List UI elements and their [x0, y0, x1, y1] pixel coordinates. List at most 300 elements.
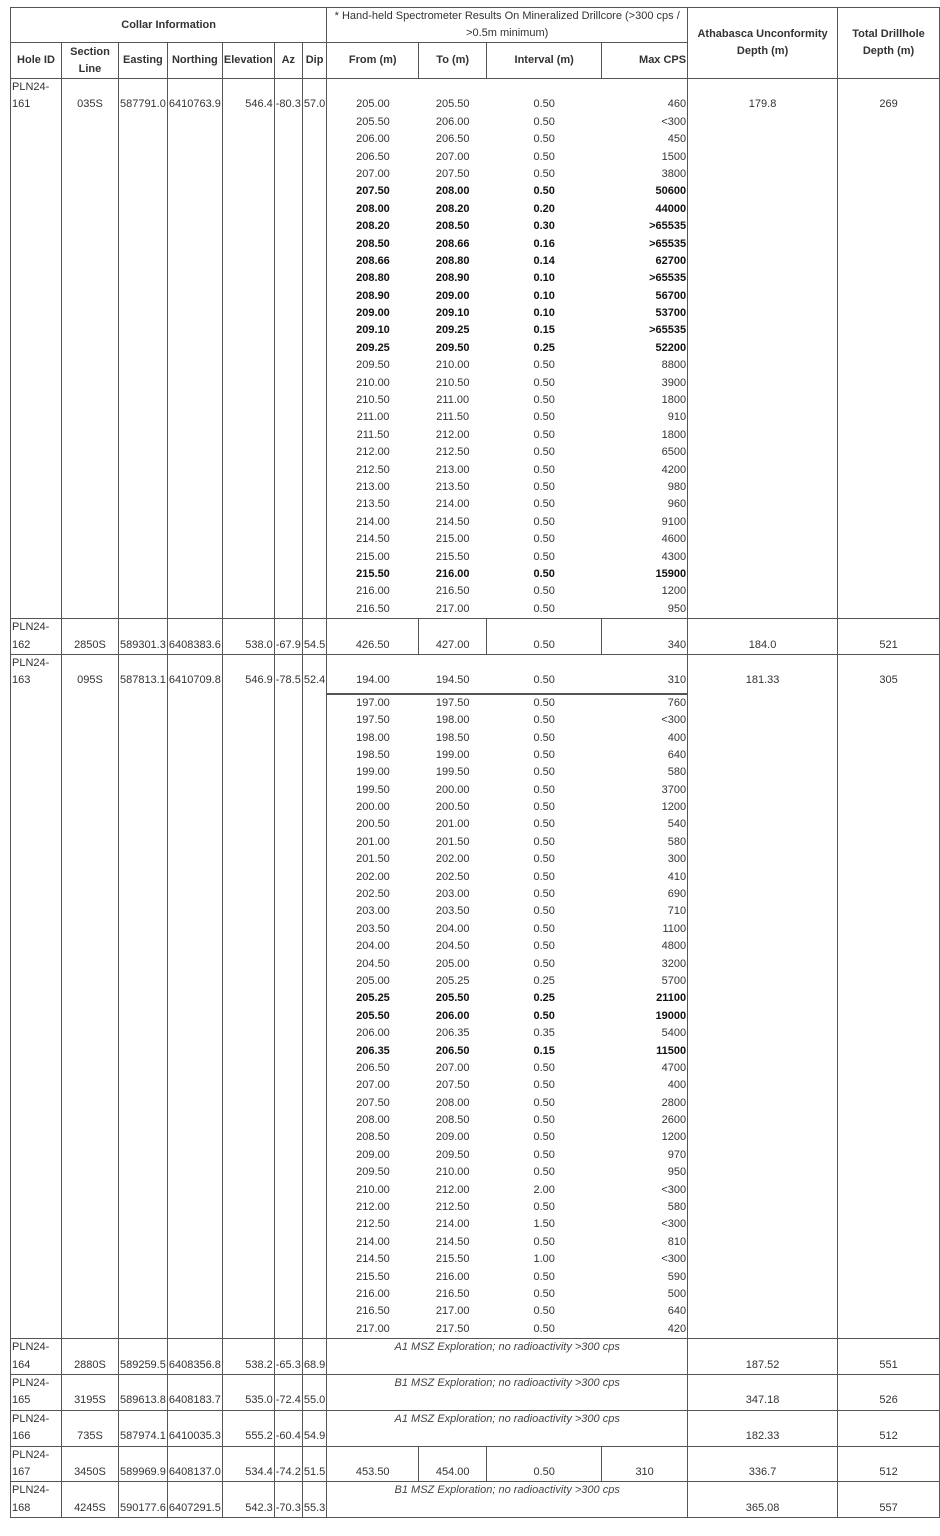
- northing-header: Northing: [167, 43, 222, 79]
- to-value: 203.00: [435, 888, 470, 901]
- unconformity-cell: 184.0: [688, 619, 838, 655]
- elevation-cell: 535.0: [222, 1374, 274, 1410]
- max-cps-value: 420: [667, 1322, 687, 1335]
- to-value: 217.00: [435, 1305, 470, 1318]
- from-value: 215.50: [356, 1270, 390, 1283]
- interval-value: 0.14: [533, 254, 555, 267]
- az-header: Az: [274, 43, 302, 79]
- elevation-cell: 555.2: [222, 1410, 274, 1446]
- max-cps-value: 44000: [655, 202, 687, 215]
- to-value: 208.00: [435, 185, 470, 198]
- az-cell: -65.3: [274, 1339, 302, 1375]
- from-value: 216.50: [356, 602, 390, 615]
- interval-value: 0.10: [533, 272, 555, 285]
- hole-id-prefix: PLN24-: [12, 81, 50, 93]
- total-depth-cell: 557: [838, 1482, 940, 1518]
- max-cps-value: 580: [667, 835, 687, 848]
- from-value: 215.50: [356, 567, 390, 580]
- to-value: 210.50: [435, 376, 470, 389]
- to-value: 209.50: [435, 341, 470, 354]
- hole-id-cell: [11, 1374, 62, 1410]
- section-line-header: Section Line: [61, 43, 118, 79]
- to-value: 208.66: [435, 237, 470, 250]
- from-value: 198.50: [356, 748, 390, 761]
- interval-value: 0.50: [533, 818, 555, 831]
- northing-cell: 6408183.7: [167, 1374, 222, 1410]
- to-value: 212.00: [435, 428, 470, 441]
- max-cps-value: <300: [661, 115, 687, 128]
- to-value: 205.00: [435, 957, 470, 970]
- from-value: 211.00: [356, 411, 390, 424]
- from-value: 209.10: [356, 324, 390, 337]
- to-value: 202.50: [435, 870, 470, 883]
- interval-value: 0.50: [533, 115, 555, 128]
- interval-value: 0.50: [533, 515, 555, 528]
- az-cell: -70.3: [274, 1482, 302, 1518]
- max-cps-value: 950: [667, 1166, 687, 1179]
- from-value: 205.50: [356, 115, 390, 128]
- interval-value: 0.50: [533, 1079, 555, 1092]
- total-depth-cell: 512: [838, 1410, 940, 1446]
- section-line-cell: 3195S: [61, 1374, 118, 1410]
- to-value: 206.50: [435, 133, 470, 146]
- from-value: 208.50: [356, 237, 390, 250]
- to-value: 212.00: [435, 1183, 470, 1196]
- to-value: 214.50: [435, 1235, 470, 1248]
- to-column: [419, 654, 487, 1338]
- max-cps-value: 970: [667, 1148, 687, 1161]
- max-cps-value: 300: [667, 853, 687, 866]
- from-column: [327, 79, 419, 619]
- interval-value: 0.50: [533, 602, 555, 615]
- to-value: 208.20: [435, 202, 470, 215]
- interval-value: 0.50: [533, 957, 555, 970]
- to-value: 213.00: [435, 463, 470, 476]
- max-cps-value: <300: [661, 1183, 687, 1196]
- interval-value: 0.50: [533, 766, 555, 779]
- interval-value: 0.50: [533, 1131, 555, 1144]
- easting-cell: 589301.3: [118, 619, 167, 655]
- interval-value: 0.50: [533, 731, 555, 744]
- from-column: [327, 654, 419, 1338]
- northing-cell: 6410763.9: [167, 79, 222, 619]
- to-value: 202.00: [435, 853, 470, 866]
- from-value: 212.50: [356, 1218, 390, 1231]
- interval-value: 0.50: [533, 480, 555, 493]
- max-cps-value: 1100: [662, 922, 687, 935]
- from-value: 205.00: [356, 974, 390, 987]
- from-value: 206.50: [356, 1061, 390, 1074]
- to-value: 214.50: [435, 515, 470, 528]
- table-row: [11, 654, 940, 1338]
- to-value: 198.00: [435, 714, 470, 727]
- interval-value: 0.25: [533, 992, 555, 1005]
- from-value: 205.50: [356, 1009, 390, 1022]
- max-cps-value: 810: [667, 1235, 687, 1248]
- hole-id-prefix: PLN24-: [12, 1376, 50, 1389]
- easting-cell: 589259.5: [118, 1339, 167, 1375]
- dip-cell: 57.0: [302, 79, 326, 619]
- interval-value: 0.50: [533, 428, 555, 441]
- to-value: 216.50: [435, 1288, 470, 1300]
- interval-value: 0.50: [487, 672, 602, 694]
- to-value: 211.00: [436, 394, 470, 407]
- to-column: [419, 619, 487, 655]
- from-value: 215.00: [356, 550, 390, 563]
- table-body: [11, 79, 940, 1518]
- max-cps-value: 56700: [655, 289, 687, 302]
- table-row: [11, 1482, 940, 1518]
- total-depth-cell: 526: [838, 1374, 940, 1410]
- from-value: 214.50: [356, 533, 390, 546]
- max-cps-value: 5700: [661, 974, 687, 987]
- northing-cell: 6408137.0: [167, 1446, 222, 1482]
- from-value: 199.50: [356, 783, 390, 796]
- max-cps-value: 6500: [661, 446, 687, 459]
- from-value: 194.00: [327, 672, 418, 694]
- to-value: 215.50: [435, 550, 470, 563]
- max-cps-value: 3200: [661, 957, 687, 970]
- max-cps-column: [602, 79, 688, 619]
- max-cps-value: >65535: [649, 324, 687, 337]
- interval-value: 0.50: [533, 550, 555, 563]
- to-value: 209.50: [435, 1148, 470, 1161]
- max-cps-value: 640: [667, 748, 687, 761]
- interval-value: 0.50: [533, 1096, 555, 1109]
- to-value: 207.00: [435, 150, 470, 163]
- dip-cell: 68.9: [302, 1339, 326, 1375]
- dip-header: Dip: [302, 43, 326, 79]
- easting-cell: 587974.1: [118, 1410, 167, 1446]
- az-cell: -67.9: [274, 619, 302, 655]
- interval-value: 0.50: [533, 696, 555, 709]
- max-cps-value: 50600: [655, 185, 687, 198]
- max-cps-header: Max CPS: [602, 43, 688, 79]
- to-value: 427.00: [435, 638, 470, 651]
- to-value: 207.50: [435, 1079, 470, 1092]
- to-value: 216.00: [435, 567, 470, 580]
- hole-id-cell: [11, 79, 62, 619]
- easting-cell: 587813.1: [118, 654, 167, 1338]
- to-value: 209.00: [435, 289, 470, 302]
- unconformity-cell: 182.33: [688, 1410, 838, 1446]
- max-cps-value: 5400: [661, 1027, 687, 1040]
- hole-id-number: 162: [12, 638, 31, 651]
- to-value: 210.00: [435, 1166, 470, 1179]
- from-value: 209.00: [356, 307, 390, 320]
- to-value: 207.00: [435, 1061, 470, 1074]
- max-cps-value: 540: [667, 818, 687, 831]
- hole-id-cell: [11, 654, 62, 1338]
- northing-cell: 6410035.3: [167, 1410, 222, 1446]
- easting-cell: 589969.9: [118, 1446, 167, 1482]
- elevation-cell: 538.2: [222, 1339, 274, 1375]
- to-value: 208.50: [435, 1114, 470, 1127]
- max-cps-value: >65535: [649, 272, 687, 285]
- max-cps-value: 21100: [656, 992, 687, 1005]
- interval-value: 0.20: [533, 202, 555, 215]
- max-cps-value: 15900: [655, 567, 687, 580]
- from-value: 213.50: [356, 498, 390, 511]
- to-value: 217.00: [435, 602, 470, 615]
- to-value: 199.50: [435, 766, 470, 779]
- interval-value: 0.50: [533, 394, 555, 407]
- max-cps-value: 590: [667, 1270, 687, 1283]
- to-column: [419, 79, 487, 619]
- interval-value: 0.50: [533, 150, 555, 163]
- to-value: 209.00: [435, 1131, 470, 1144]
- interval-value: 0.15: [533, 324, 555, 337]
- interval-value: 0.50: [533, 940, 555, 953]
- interval-value: 1.00: [533, 1253, 555, 1266]
- from-header: From (m): [327, 43, 419, 79]
- max-cps-value: 1800: [661, 428, 687, 441]
- max-cps-value: 4600: [661, 533, 687, 546]
- interval-value: 0.50: [533, 1235, 555, 1248]
- max-cps-cell: 310: [602, 1446, 688, 1482]
- to-value: 204.00: [435, 922, 470, 935]
- elevation-cell: 546.9: [222, 654, 274, 1338]
- from-value: 212.00: [356, 1201, 390, 1214]
- to-value: 215.00: [435, 533, 470, 546]
- to-value: 206.35: [435, 1027, 470, 1040]
- interval-value: 0.50: [533, 783, 555, 796]
- from-value: 201.00: [356, 835, 390, 848]
- max-cps-value: 500: [667, 1288, 687, 1300]
- total-depth-header: Total Drillhole Depth (m): [838, 8, 940, 79]
- max-cps-value: 450: [667, 133, 687, 146]
- interval-header: Interval (m): [487, 43, 602, 79]
- dip-cell: 54.9: [302, 1410, 326, 1446]
- unconformity-cell: 181.33: [688, 654, 838, 1338]
- to-value: 212.50: [435, 446, 470, 459]
- hole-id-prefix: PLN24-: [12, 1448, 50, 1461]
- easting-cell: 587791.0: [118, 79, 167, 619]
- interval-column: [487, 654, 602, 1338]
- max-cps-value: 11500: [656, 1044, 687, 1057]
- interval-value: 0.50: [533, 1270, 555, 1283]
- to-value: 205.50: [435, 98, 470, 111]
- interval-value: 0.50: [533, 446, 555, 459]
- max-cps-value: 2800: [661, 1096, 687, 1109]
- to-value: 204.50: [435, 940, 470, 953]
- section-line-cell: 735S: [61, 1410, 118, 1446]
- section-line-cell: 4245S: [61, 1482, 118, 1518]
- max-cps-value: 4300: [661, 550, 687, 563]
- max-cps-value: 3800: [661, 167, 687, 180]
- max-cps-value: <300: [661, 1253, 687, 1266]
- max-cps-value: 1500: [661, 150, 687, 163]
- max-cps-value: 2600: [661, 1114, 687, 1127]
- from-column: [327, 619, 419, 655]
- dip-cell: 54.5: [302, 619, 326, 655]
- to-value: 203.50: [435, 905, 470, 918]
- max-cps-value: 4800: [661, 940, 687, 953]
- to-value: 208.50: [435, 220, 470, 233]
- interval-value: 0.50: [533, 411, 555, 424]
- from-value: 216.00: [356, 585, 390, 598]
- interval-value: 0.50: [533, 185, 555, 198]
- max-cps-value: 3700: [661, 783, 687, 796]
- unconformity-cell: 187.52: [688, 1339, 838, 1375]
- elevation-cell: 538.0: [222, 619, 274, 655]
- from-value: 206.50: [356, 150, 390, 163]
- az-cell: -74.2: [274, 1446, 302, 1482]
- interval-value: 0.50: [533, 638, 555, 651]
- interval-value: 0.50: [533, 533, 555, 546]
- interval-value: 0.50: [533, 167, 555, 180]
- to-value: 208.90: [435, 272, 470, 285]
- from-value: 201.50: [356, 853, 390, 866]
- to-value: 209.10: [435, 307, 470, 320]
- interval-value: 0.50: [533, 1305, 555, 1318]
- az-cell: -80.3: [274, 79, 302, 619]
- section-line-cell: 3450S: [61, 1446, 118, 1482]
- max-cps-value: <300: [661, 714, 687, 727]
- dip-cell: 55.0: [302, 1374, 326, 1410]
- interval-value: 0.16: [533, 237, 555, 250]
- hole-id-number: 163: [12, 674, 31, 687]
- max-cps-value: 8800: [661, 359, 687, 372]
- from-value: 216.50: [356, 1305, 390, 1318]
- from-value: 208.66: [356, 254, 390, 267]
- max-cps-column: [602, 654, 688, 1338]
- interval-value: 1.50: [533, 1218, 555, 1231]
- from-value: 211.50: [356, 428, 390, 441]
- interval-value: 0.50: [533, 853, 555, 866]
- interval-value: 0.25: [533, 341, 555, 354]
- interval-value: 0.50: [533, 567, 555, 580]
- from-value: 209.25: [356, 341, 390, 354]
- dip-cell: 55.3: [302, 1482, 326, 1518]
- interval-column: [487, 79, 602, 619]
- from-value: 207.00: [356, 1079, 390, 1092]
- max-cps-value: 62700: [655, 254, 687, 267]
- from-value: 209.50: [356, 1166, 390, 1179]
- from-value: 206.35: [356, 1044, 390, 1057]
- max-cps-value: 52200: [655, 341, 687, 354]
- max-cps-value: 4200: [661, 463, 687, 476]
- unconformity-cell: 347.18: [688, 1374, 838, 1410]
- from-value: 208.90: [356, 289, 390, 302]
- from-value: 206.00: [356, 1027, 390, 1040]
- table-row: [11, 1374, 940, 1410]
- interval-value: 2.00: [533, 1183, 555, 1196]
- interval-value: 0.50: [533, 1114, 555, 1127]
- hole-id-cell: [11, 1482, 62, 1518]
- from-value: 206.00: [356, 133, 390, 146]
- max-cps-value: 1200: [661, 1131, 687, 1144]
- max-cps-value: <300: [661, 1218, 687, 1231]
- unconformity-cell: 336.7: [688, 1446, 838, 1482]
- to-value: 199.00: [435, 748, 470, 761]
- to-value: 206.00: [435, 115, 470, 128]
- to-value: 212.50: [435, 1201, 470, 1214]
- easting-cell: 589613.8: [118, 1374, 167, 1410]
- to-value: 208.80: [435, 254, 470, 267]
- unconformity-header: Athabasca Unconformity Depth (m): [688, 8, 838, 79]
- dip-cell: 51.5: [302, 1446, 326, 1482]
- from-cell: 453.50: [327, 1446, 419, 1482]
- interval-value: 0.50: [533, 359, 555, 372]
- to-value: 205.50: [435, 992, 470, 1005]
- max-cps-value: 4700: [661, 1061, 687, 1074]
- max-cps-value: 580: [667, 1201, 687, 1214]
- from-value: 199.00: [356, 766, 390, 779]
- from-value: 205.25: [356, 992, 390, 1005]
- hole-id-prefix: PLN24-: [12, 656, 50, 669]
- from-value: 214.00: [356, 515, 390, 528]
- hole-id-cell: [11, 1410, 62, 1446]
- section-line-cell: 035S: [61, 79, 118, 619]
- table-row: [11, 1446, 940, 1482]
- interval-cell: 0.50: [487, 1446, 602, 1482]
- hole-id-prefix: PLN24-: [12, 621, 50, 634]
- max-cps-value: 19000: [655, 1009, 687, 1022]
- from-value: 210.00: [356, 1183, 390, 1196]
- to-value: 201.50: [435, 835, 470, 848]
- to-value: 206.50: [435, 1044, 470, 1057]
- interval-value: 0.15: [533, 1044, 555, 1057]
- hole-id-number: 168: [12, 1501, 31, 1514]
- to-value: 198.50: [435, 731, 470, 744]
- from-value: 217.00: [356, 1322, 390, 1335]
- hole-id-number: 165: [12, 1394, 31, 1407]
- total-depth-cell: 305: [838, 654, 940, 1338]
- interval-value: 0.30: [533, 220, 555, 233]
- total-depth-cell: 512: [838, 1446, 940, 1482]
- hole-id-number: 164: [12, 1358, 31, 1371]
- max-cps-value: 640: [667, 1305, 687, 1318]
- from-value: 203.00: [356, 905, 390, 918]
- to-value: 207.50: [435, 167, 470, 180]
- interval-column: [487, 619, 602, 655]
- from-value: 214.50: [356, 1253, 390, 1266]
- from-value: 203.50: [356, 922, 390, 935]
- max-cps-value: 340: [667, 638, 687, 651]
- max-cps-value: 1800: [661, 394, 687, 407]
- hole-id-cell: [11, 619, 62, 655]
- max-cps-column: [602, 619, 688, 655]
- interval-value: 0.50: [533, 714, 555, 727]
- az-cell: -78.5: [274, 654, 302, 1338]
- from-value: 209.00: [356, 1148, 390, 1161]
- from-value: 208.00: [356, 202, 390, 215]
- from-value: 198.00: [356, 731, 390, 744]
- hole-id-cell: [11, 1446, 62, 1482]
- az-cell: -60.4: [274, 1410, 302, 1446]
- to-value: 216.00: [435, 1270, 470, 1283]
- from-value: 212.50: [356, 463, 390, 476]
- hole-id-prefix: PLN24-: [12, 1412, 50, 1425]
- interval-value: 0.50: [533, 1322, 555, 1335]
- interval-value: 0.10: [533, 307, 555, 320]
- no-radioactivity-note: A1 MSZ Exploration; no radioactivity >300 cps: [327, 1410, 688, 1446]
- to-value: 216.50: [435, 585, 470, 598]
- from-value: 214.00: [356, 1235, 390, 1248]
- from-value: 200.50: [356, 818, 390, 831]
- from-value: 208.80: [356, 272, 390, 285]
- max-cps-value: 9100: [661, 515, 687, 528]
- interval-value: 0.50: [533, 498, 555, 511]
- northing-cell: 6408383.6: [167, 619, 222, 655]
- interval-value: 0.50: [533, 835, 555, 848]
- spectrometer-header: * Hand-held Spectrometer Results On Mineralized Drillcore (>300 cps / >0.5m minimum): [327, 8, 688, 43]
- no-radioactivity-note: B1 MSZ Exploration; no radioactivity >300 cps: [327, 1374, 688, 1410]
- max-cps-value: 53700: [655, 307, 687, 320]
- to-value: 194.50: [419, 672, 487, 694]
- from-value: 204.50: [356, 957, 390, 970]
